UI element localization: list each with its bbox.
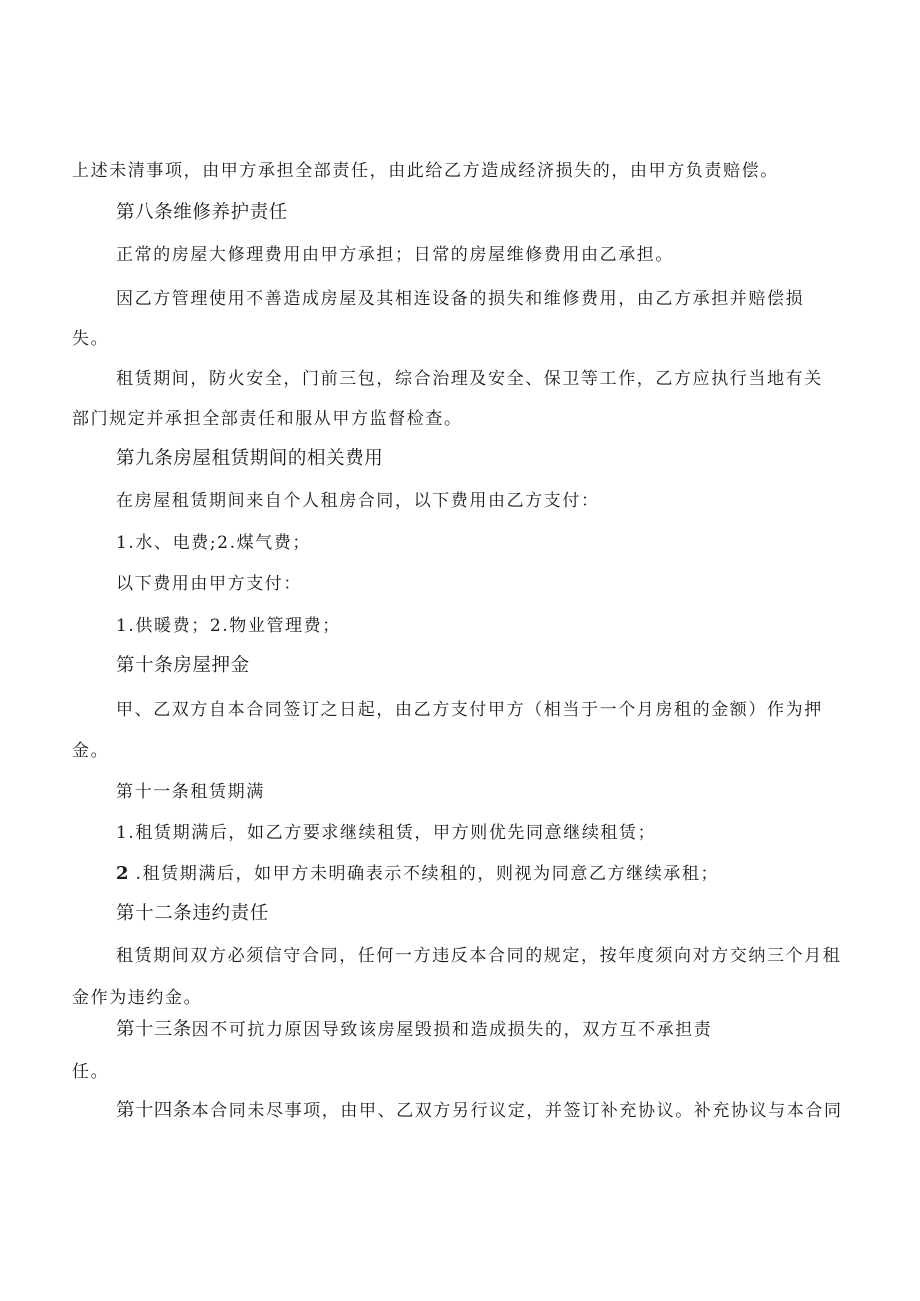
- article-8-heading: 第八条维修养护责任: [116, 202, 288, 223]
- article-14-text: 本合同未尽事项，由甲、乙双方另行议定，并签订补充协议。补充协议与本合同: [191, 1101, 843, 1121]
- paragraph-line: 金。: [72, 741, 110, 761]
- list-text: .租赁期满后，如甲方未明确表示不续租的，则视为同意乙方继续承租；: [128, 864, 720, 884]
- paragraph-line: 1.供暖费；2.物业管理费；: [116, 616, 341, 636]
- article-13-text: 因不可抗力原因导致该房屋毁损和造成损失的，双方互不承担责: [191, 1020, 713, 1040]
- paragraph-line: 上述未清事项，由甲方承担全部责任，由此给乙方造成经济损失的，由甲方负责赔偿。: [72, 161, 779, 181]
- article-14-line: [116, 1099, 843, 1123]
- article-13-line: [116, 1018, 712, 1042]
- paragraph-line: 1.水、电费;2.煤气费；: [116, 533, 311, 553]
- paragraph-line: 部门规定并承担全部责任和服从甲方监督检查。: [72, 409, 463, 429]
- paragraph-line: 租赁期间双方必须信守合同，任何一方违反本合同的规定，按年度须向对方交纳三个月租: [116, 946, 842, 966]
- paragraph-line: 租赁期间，防火安全，门前三包，综合治理及安全、保卫等工作，乙方应执行当地有关: [116, 369, 823, 389]
- article-11-heading: 第十一条租赁期满: [116, 782, 265, 802]
- paragraph-line: 甲、乙双方自本合同签订之日起，由乙方支付甲方（相当于一个月房租的金额）作为押: [116, 700, 823, 720]
- paragraph-line: 因乙方管理使用不善造成房屋及其相连设备的损失和维修费用，由乙方承担并赔偿损: [116, 289, 805, 309]
- paragraph-line: 在房屋租赁期间来自个人租房合同，以下费用由乙方支付：: [116, 491, 600, 511]
- list-number: 2: [116, 863, 129, 884]
- paragraph-line: 以下费用由甲方支付：: [116, 574, 302, 594]
- article-9-heading: 第九条房屋租赁期间的相关费用: [116, 448, 384, 469]
- paragraph-line: [116, 862, 719, 886]
- article-14-heading: 第十四条: [116, 1100, 192, 1121]
- article-10-heading: 第十条房屋押金: [116, 655, 250, 676]
- paragraph-line: 金作为违约金。: [72, 988, 203, 1008]
- article-13-heading: 第十三条: [116, 1019, 192, 1040]
- paragraph-line: 1.租赁期满后，如乙方要求继续租赁，甲方则优先同意继续租赁；: [116, 823, 657, 843]
- paragraph-line: 任。: [72, 1062, 110, 1082]
- paragraph-line: 失。: [72, 329, 110, 349]
- paragraph-line: 正常的房屋大修理费用由甲方承担；日常的房屋维修费用由乙承担。: [116, 245, 674, 265]
- article-12-heading: 第十二条违约责任: [116, 903, 269, 924]
